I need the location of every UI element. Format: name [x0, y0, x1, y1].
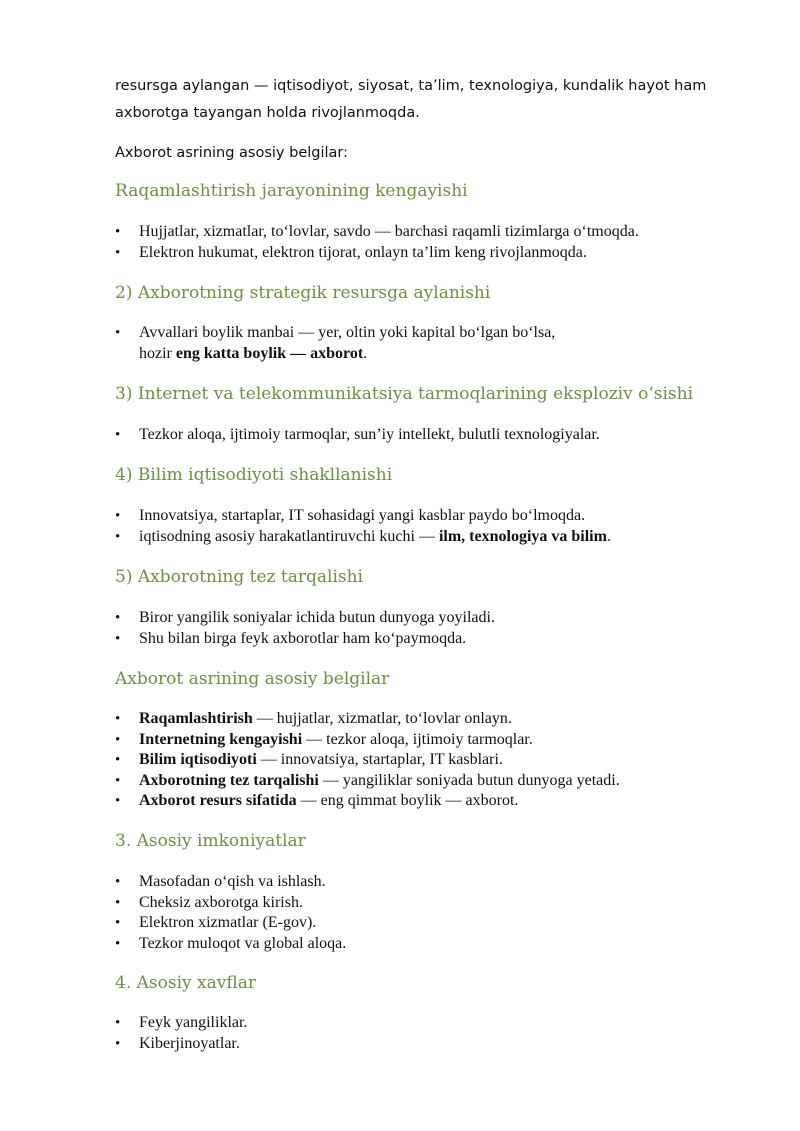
section-heading-risks: 4. Asosiy xavflar — [115, 973, 256, 993]
list-item: • Shu bilan birga feyk axborotlar ham ko‘paymoqda. — [113, 629, 495, 650]
list-item-post: . — [606, 527, 611, 545]
list-risks — [113, 1013, 247, 1054]
intro-line-1: resursga aylangan — iqtisodiyot, siyosat, ta’lim, texnologiya, kundalik hayot ham — [115, 78, 707, 94]
list-item: • Elektron xizmatlar (E-gov). — [113, 913, 346, 934]
term-description: — innovatsiya, startaplar, IT kasblari. — [256, 751, 503, 768]
term-description: — hujjatlar, xizmatlar, to‘lovlar onlayn. — [252, 710, 512, 727]
term-description: — tezkor aloqa, ijtimoiy tarmoqlar. — [302, 730, 533, 748]
list-item — [113, 750, 620, 771]
term-bold: Bilim iqtisodiyoti — [139, 751, 257, 768]
list-item — [113, 771, 620, 792]
list-item: • Innovatsiya, startaplar, IT sohasidagi yangi kasblar paydo bo‘lmoqda. — [113, 506, 611, 527]
list-item: • Feyk yangiliklar. — [113, 1013, 247, 1034]
list-item — [113, 791, 620, 812]
section-heading-digitalization: Raqamlashtirish jarayonining kengayishi — [115, 181, 468, 201]
section-heading-internet-growth: 3) Internet va telekommunikatsiya tarmoqlarining eksploziv o‘sishi — [115, 384, 694, 404]
term-bold: Axborot resurs sifatida — [139, 792, 297, 809]
section-heading-knowledge-economy: 4) Bilim iqtisodiyoti shakllanishi — [115, 465, 393, 485]
list-item — [113, 709, 620, 730]
list-item-line-2-post: . — [363, 344, 368, 362]
list-item: • Masofadan o‘qish va ishlash. — [113, 872, 346, 893]
list-item: • Tezkor muloqot va global aloqa. — [113, 934, 346, 955]
section-heading-main-features: Axborot asrining asosiy belgilar — [115, 669, 390, 689]
emphasis-text: ilm, texnologiya va bilim — [438, 527, 607, 545]
list-item: • Elektron hukumat, elektron tijorat, onlayn ta’lim keng rivojlanmoqda. — [113, 243, 639, 264]
list-opportunities — [113, 872, 346, 954]
list-item: • Cheksiz axborotga kirish. — [113, 893, 346, 914]
intro-lead: Axborot asrining asosiy belgilar: — [115, 145, 349, 161]
list-fast-spread — [113, 608, 495, 649]
term-bold: Axborotning tez tarqalishi — [139, 771, 319, 789]
term-bold: Internetning kengayishi — [139, 730, 303, 748]
list-strategic-resource — [113, 323, 555, 364]
intro-line-2: axborotga tayangan holda rivojlanmoqda. — [115, 105, 420, 121]
list-item: • Hujjatlar, xizmatlar, to‘lovlar, savdo — barchasi raqamli tizimlarga o‘tmoqda. — [113, 222, 639, 243]
term-description: — yangiliklar soniyada butun dunyoga yetadi. — [318, 771, 620, 789]
list-main-features — [113, 709, 620, 812]
list-item-line-1: Avvallari boylik manbai — yer, oltin yoki kapital bo‘lgan bo‘lsa, — [139, 324, 556, 341]
section-heading-fast-spread: 5) Axborotning tez tarqalishi — [115, 567, 363, 587]
intro-paragraph — [115, 73, 735, 127]
section-heading-strategic-resource: 2) Axborotning strategik resursga aylanishi — [115, 283, 491, 303]
list-item: • Kiberjinoyatlar. — [113, 1034, 247, 1055]
list-item — [113, 527, 611, 548]
list-internet-growth — [113, 425, 600, 446]
list-item: • Tezkor aloqa, ijtimoiy tarmoqlar, sun’iy intellekt, bulutli texnologiyalar. — [113, 425, 600, 446]
list-item — [113, 730, 620, 751]
list-knowledge-economy — [113, 506, 611, 547]
term-bold: Raqamlashtirish — [139, 710, 253, 727]
list-item-line-2-pre: hozir — [139, 344, 176, 362]
emphasis-text: eng katta boylik — axborot — [175, 344, 364, 362]
section-heading-opportunities: 3. Asosiy imkoniyatlar — [115, 831, 306, 851]
list-item — [113, 323, 555, 364]
list-digitalization — [113, 222, 639, 263]
term-description: — eng qimmat boylik — axborot. — [296, 792, 519, 809]
list-item: • Biror yangilik soniyalar ichida butun dunyoga yoyiladi. — [113, 608, 495, 629]
list-item-pre: iqtisodning asosiy harakatlantiruvchi kuchi — — [139, 527, 439, 545]
